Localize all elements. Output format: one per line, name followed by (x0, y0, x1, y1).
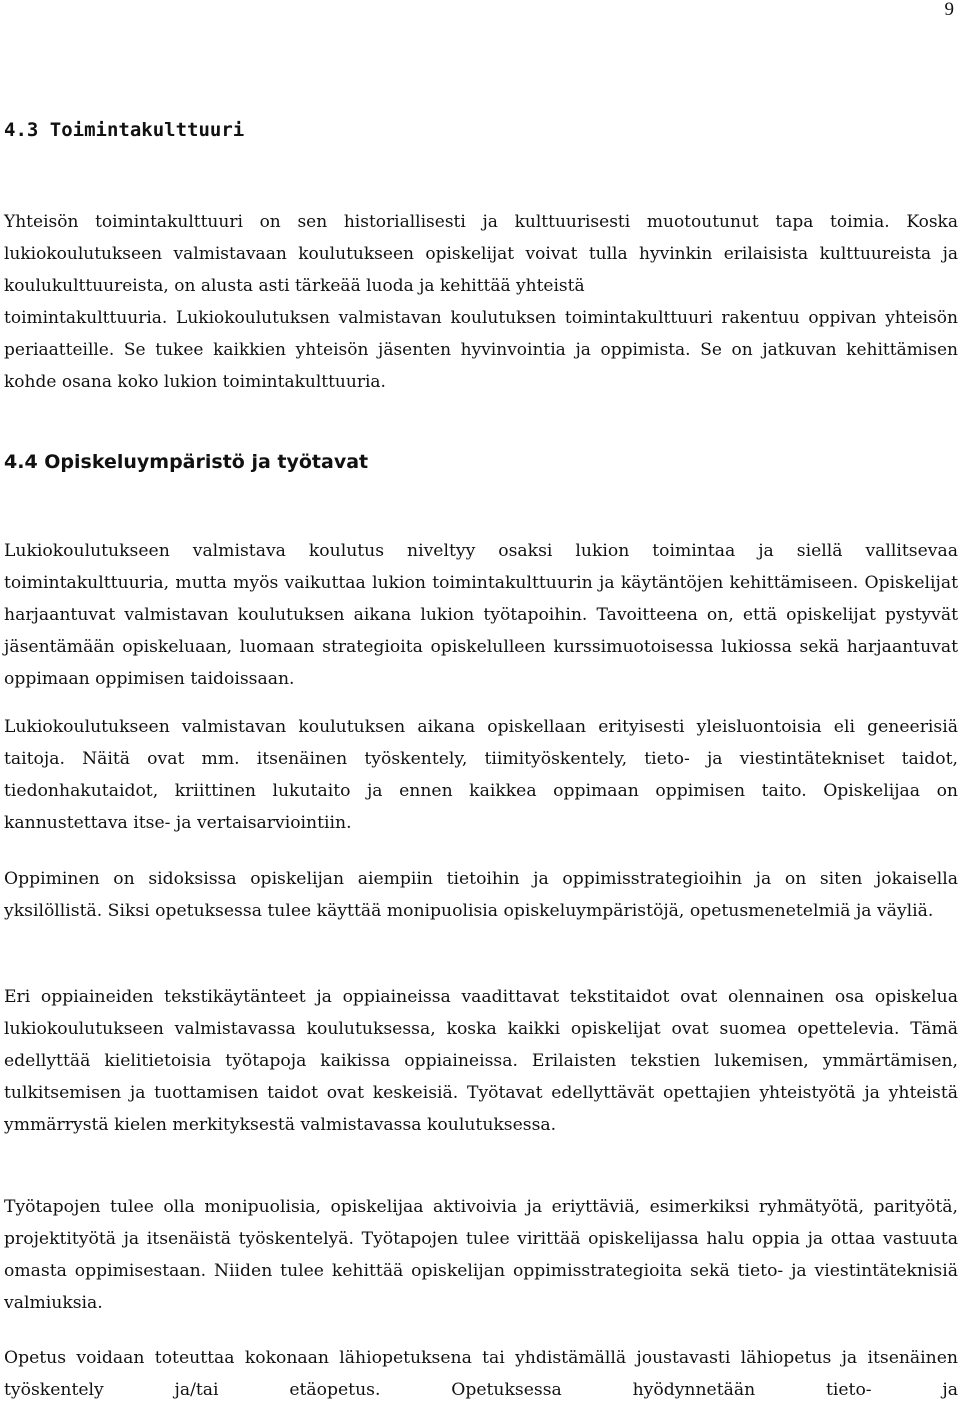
paragraph-toimintakulttuuri-2: toimintakulttuuria. Lukiokoulutuksen valmistavan koulutuksen toimintakulttuuri rakentuu oppivan yhteisön periaatteille. Se tukee kaikkien yhteisön jäsenten hyvinvointia ja oppimista. Se on jatkuvan kehittämisen kohde osana koko lukion toimintakulttuuria. (4, 308, 958, 392)
section-heading-opiskeluymparisto: 4.4 Opiskeluympäristö ja työtavat (4, 451, 369, 473)
paragraph-opiskeluymparisto-1: Lukiokoulutukseen valmistava koulutus niveltyy osaksi lukion toimintaa ja siellä vallitsevaa toimintakulttuuria, mutta myös vaikuttaa lukion toimintakulttuurin ja käytäntöjen kehittämiseen. Opiskelijat harjaantuvat valmistavan koulutuksen aikana lukion työtapoihin. Tavoitteena on, että opiskelijat pystyvät jäsentämään opiskeluaan, luomaan strategioita opiskelulleen kurssimuotoisessa lukiossa sekä harjaantuvat oppimaan oppimisen taidoissaan. (4, 541, 958, 689)
paragraph-opiskeluymparisto-4: Eri oppiaineiden tekstikäytänteet ja oppiaineissa vaadittavat tekstitaidot ovat olennainen osa opiskelua lukiokoulutukseen valmistavassa koulutuksessa, koska kaikki opiskelijat ovat suomea opettelevia. Tämä edellyttää kielitietoisia työtapoja kaikissa oppiaineissa. Erilaisten tekstien lukemisen, ymmärtämisen, tulkitsemisen ja tuottamisen taidot ovat keskeisiä. Työtavat edellyttävät opettajien yhteistyötä ja yhteistä ymmärrystä kielen merkityksestä valmistavassa koulutuksessa. (4, 987, 958, 1135)
paragraph-opiskeluymparisto-3: Oppiminen on sidoksissa opiskelijan aiempiin tietoihin ja oppimisstrategioihin ja on siten jokaisella yksilöllistä. Siksi opetuksessa tulee käyttää monipuolisia opiskeluympäristöjä, opetusmenetelmiä ja väyliä. (4, 869, 958, 921)
section-heading-toimintakulttuuri: 4.3 Toimintakulttuuri (4, 119, 245, 141)
paragraph-opiskeluymparisto-2: Lukiokoulutukseen valmistavan koulutuksen aikana opiskellaan erityisesti yleisluontoisia eli geneerisiä taitoja. Näitä ovat mm. itsenäinen työskentely, tiimityöskentely, tieto- ja viestintätekniset taidot, tiedonhakutaidot, kriittinen lukutaito ja ennen kaikkea oppimaan oppimisen taito. Opiskelijaa on kannustettava itse- ja vertaisarviointiin. (4, 717, 958, 833)
paragraph-opiskeluymparisto-5: Työtapojen tulee olla monipuolisia, opiskelijaa aktivoivia ja eriyttäviä, esimerkiksi ryhmätyötä, parityötä, projektityötä ja itsenäistä työskentelyä. Työtapojen tulee virittää opiskelijassa halu oppia ja ottaa vastuuta omasta oppimisestaan. Niiden tulee kehittää opiskelijan oppimisstrategioita sekä tieto- ja viestintäteknisiä valmiuksia. (4, 1197, 958, 1313)
paragraph-opiskeluymparisto-6: Opetus voidaan toteuttaa kokonaan lähiopetuksena tai yhdistämällä joustavasti lähiopetus ja itsenäinen työskentely ja/tai etäopetus. Opetuksessa hyödynnetään tieto- ja (4, 1348, 958, 1400)
paragraph-toimintakulttuuri-1: Yhteisön toimintakulttuuri on sen historiallisesti ja kulttuurisesti muotoutunut tapa toimia. Koska lukiokoulutukseen valmistavaan koulutukseen opiskelijat voivat tulla hyvinkin erilaisista kulttuureista ja koulukulttuureista, on alusta asti tärkeää luoda ja kehittää yhteistä (4, 212, 958, 296)
page-number: 9 (944, 0, 954, 20)
